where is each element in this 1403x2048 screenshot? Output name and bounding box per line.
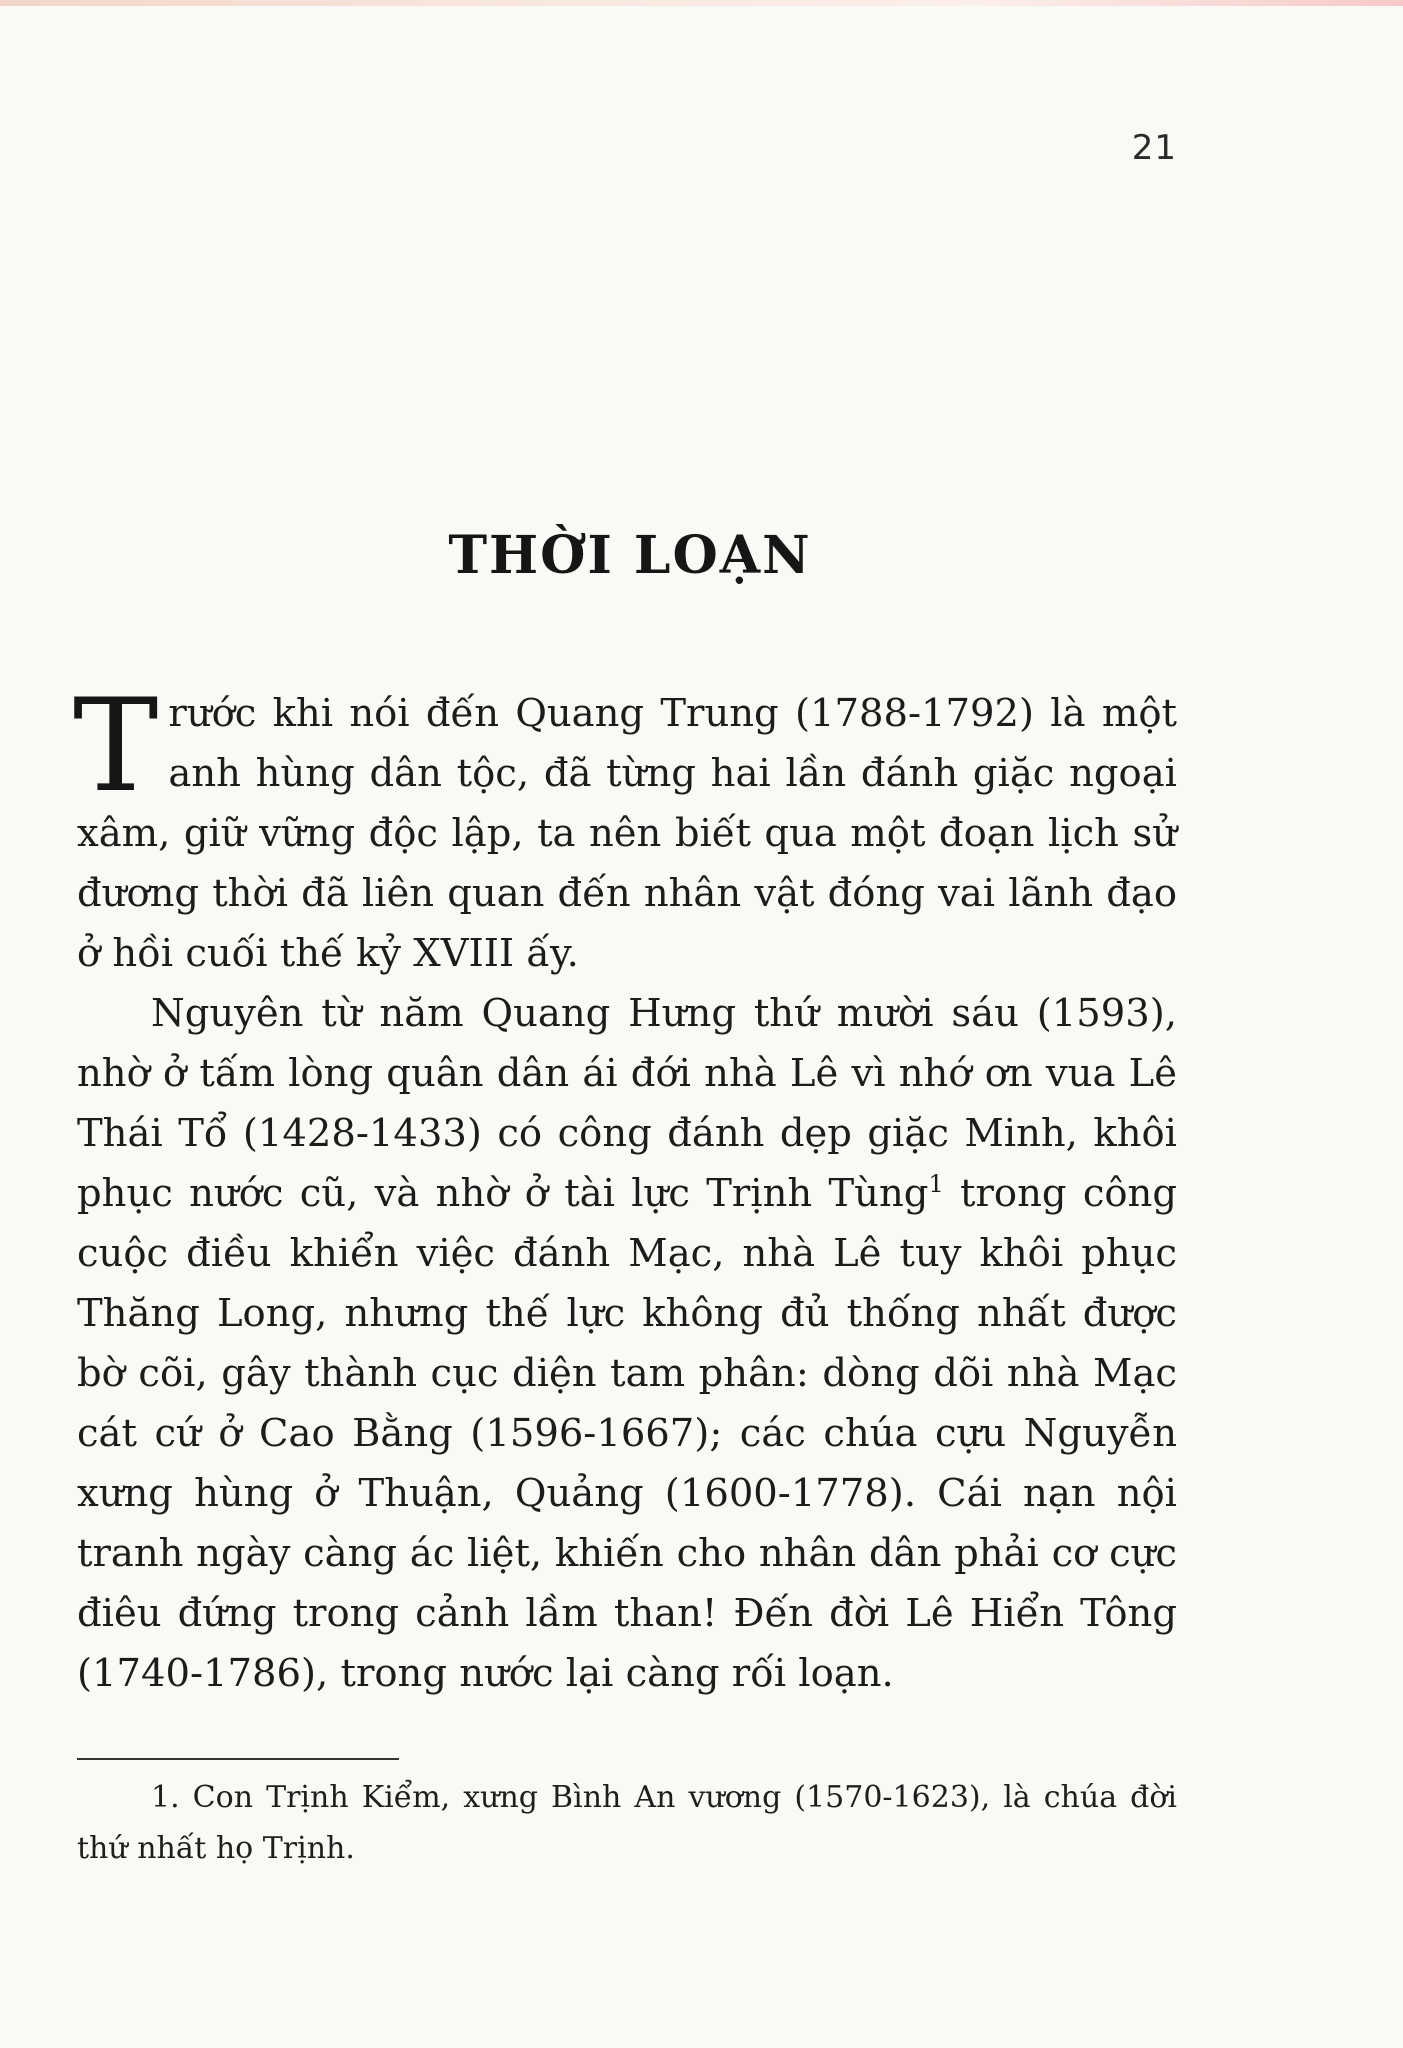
paragraph-1-text: rước khi nói đến Quang Trung (1788-1792) là một anh hùng dân tộc, đã từng hai lần đánh giặc ngoại xâm, giữ vững độc lập, ta nên biết qua một đoạn lịch sử đương thời đã liên quan đến nhân vật đóng vai lãnh đạo ở hồi cuối thế kỷ XVIII ấy. xyxy=(77,691,1177,976)
footnote-reference: 1 xyxy=(928,1170,944,1198)
body-text xyxy=(73,672,1178,1704)
footnote-divider xyxy=(77,1758,399,1760)
footnote: 1. Con Trịnh Kiểm, xưng Bình An vương (1570-1623), là chúa đời thứ nhất họ Trịnh. xyxy=(77,1780,1177,1866)
paragraph-2-text-start: Nguyên từ năm Quang Hưng thứ mười sáu (1593), nhờ ở tấm lòng quân dân ái đới nhà Lê vì nhớ ơn vua Lê Thái Tổ (1428-1433) có công đánh dẹp giặc Minh, khôi phục nước cũ, và nhờ ở tài lực Trịnh Tùng xyxy=(77,991,1177,1216)
paragraph-1 xyxy=(73,672,1177,984)
paragraph-2-text-end: trong công cuộc điều khiển việc đánh Mạc, nhà Lê tuy khôi phục Thăng Long, nhưng thế lực không đủ thống nhất được bờ cõi, gây thành cục diện tam phân: dòng dõi nhà Mạc cát cứ ở Cao Bằng (1596-1667); các chúa cựu Nguyễn xưng hùng ở Thuận, Quảng (1600-1778). Cái nạn nội tranh ngày càng ác liệt, khiến cho nhân dân phải cơ cực điêu đứng trong cảnh lầm than! Đến đời Lê Hiển Tông (1740-1786), trong nước lại càng rối loạn. xyxy=(77,1171,1178,1696)
drop-cap: T xyxy=(73,672,159,821)
chapter-title: THỜI LOẠN xyxy=(448,524,812,586)
page-number: 21 xyxy=(1131,128,1177,168)
paragraph-2 xyxy=(77,984,1177,1704)
